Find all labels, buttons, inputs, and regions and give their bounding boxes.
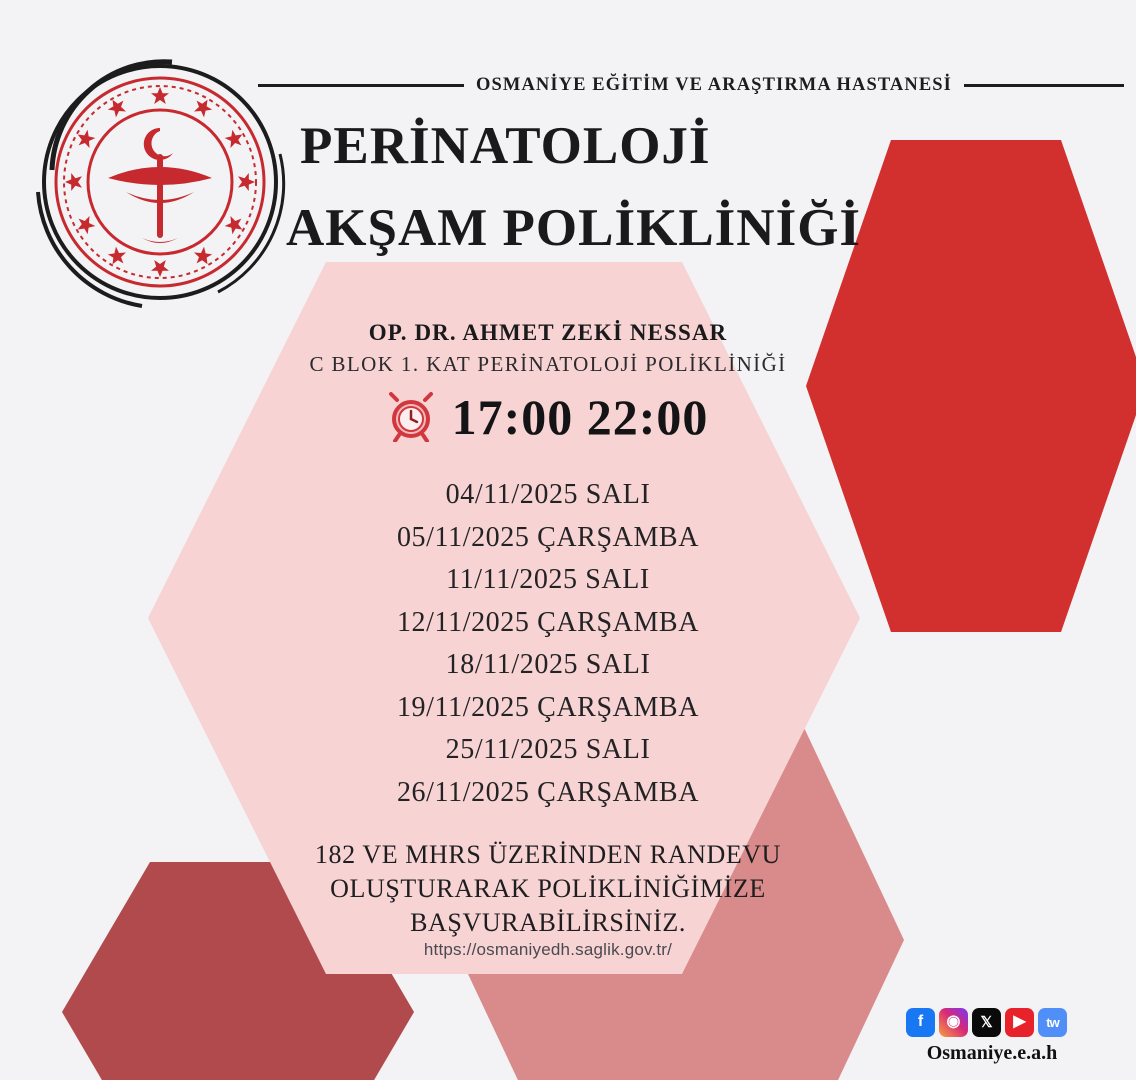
list-item: 26/11/2025 ÇARŞAMBA: [396, 776, 700, 808]
appointment-note-line3: BAŞVURABİLİRSİNİZ.: [410, 908, 686, 937]
hospital-name-bar: [258, 72, 1114, 98]
turkish-ministry-of-health-logo: [22, 42, 290, 314]
alarm-clock-icon: [388, 392, 434, 442]
date-list: [168, 474, 928, 814]
clinic-location: C BLOK 1. KAT PERİNATOLOJİ POLİKLİNİĞİ: [309, 352, 787, 376]
list-item: 04/11/2025 SALI: [445, 479, 651, 510]
x-twitter-icon[interactable]: 𝕏: [972, 1008, 1001, 1037]
page-title-line2: AKŞAM POLİKLİNİĞİ: [286, 199, 862, 257]
doctor-name: OP. DR. AHMET ZEKİ NESSAR: [368, 320, 728, 345]
appointment-note-line1: 182 VE MHRS ÜZERİNDEN RANDEVU: [314, 840, 782, 869]
divider-right: [964, 84, 1124, 87]
list-item: 12/11/2025 ÇARŞAMBA: [396, 606, 700, 638]
social-handle: Osmaniye.e.a.h: [926, 1042, 1058, 1064]
hours-row: [168, 388, 928, 446]
instagram-icon[interactable]: ◉: [939, 1008, 968, 1037]
facebook-icon[interactable]: f: [906, 1008, 935, 1037]
clinic-hours: 17:00 22:00: [451, 389, 709, 445]
youtube-icon[interactable]: ▶: [1005, 1008, 1034, 1037]
list-item: 18/11/2025 SALI: [445, 649, 651, 680]
social-icon-bar: [906, 1006, 1086, 1038]
list-item: 19/11/2025 ÇARŞAMBA: [396, 691, 700, 723]
divider-left: [258, 84, 464, 87]
page-title-line1: PERİNATOLOJİ: [300, 117, 711, 175]
appointment-note: [178, 838, 918, 940]
twitter-legacy-icon[interactable]: tw: [1038, 1008, 1067, 1037]
appointment-note-line2: OLUŞTURARAK POLİKLİNİĞİMİZE: [330, 874, 766, 903]
list-item: 05/11/2025 ÇARŞAMBA: [396, 521, 700, 553]
hospital-name: OSMANİYE EĞİTİM VE ARAŞTIRMA HASTANESİ: [476, 74, 952, 95]
list-item: 25/11/2025 SALI: [445, 734, 651, 765]
website-url[interactable]: https://osmaniyedh.saglik.gov.tr/: [423, 940, 673, 959]
list-item: 11/11/2025 SALI: [446, 564, 650, 595]
